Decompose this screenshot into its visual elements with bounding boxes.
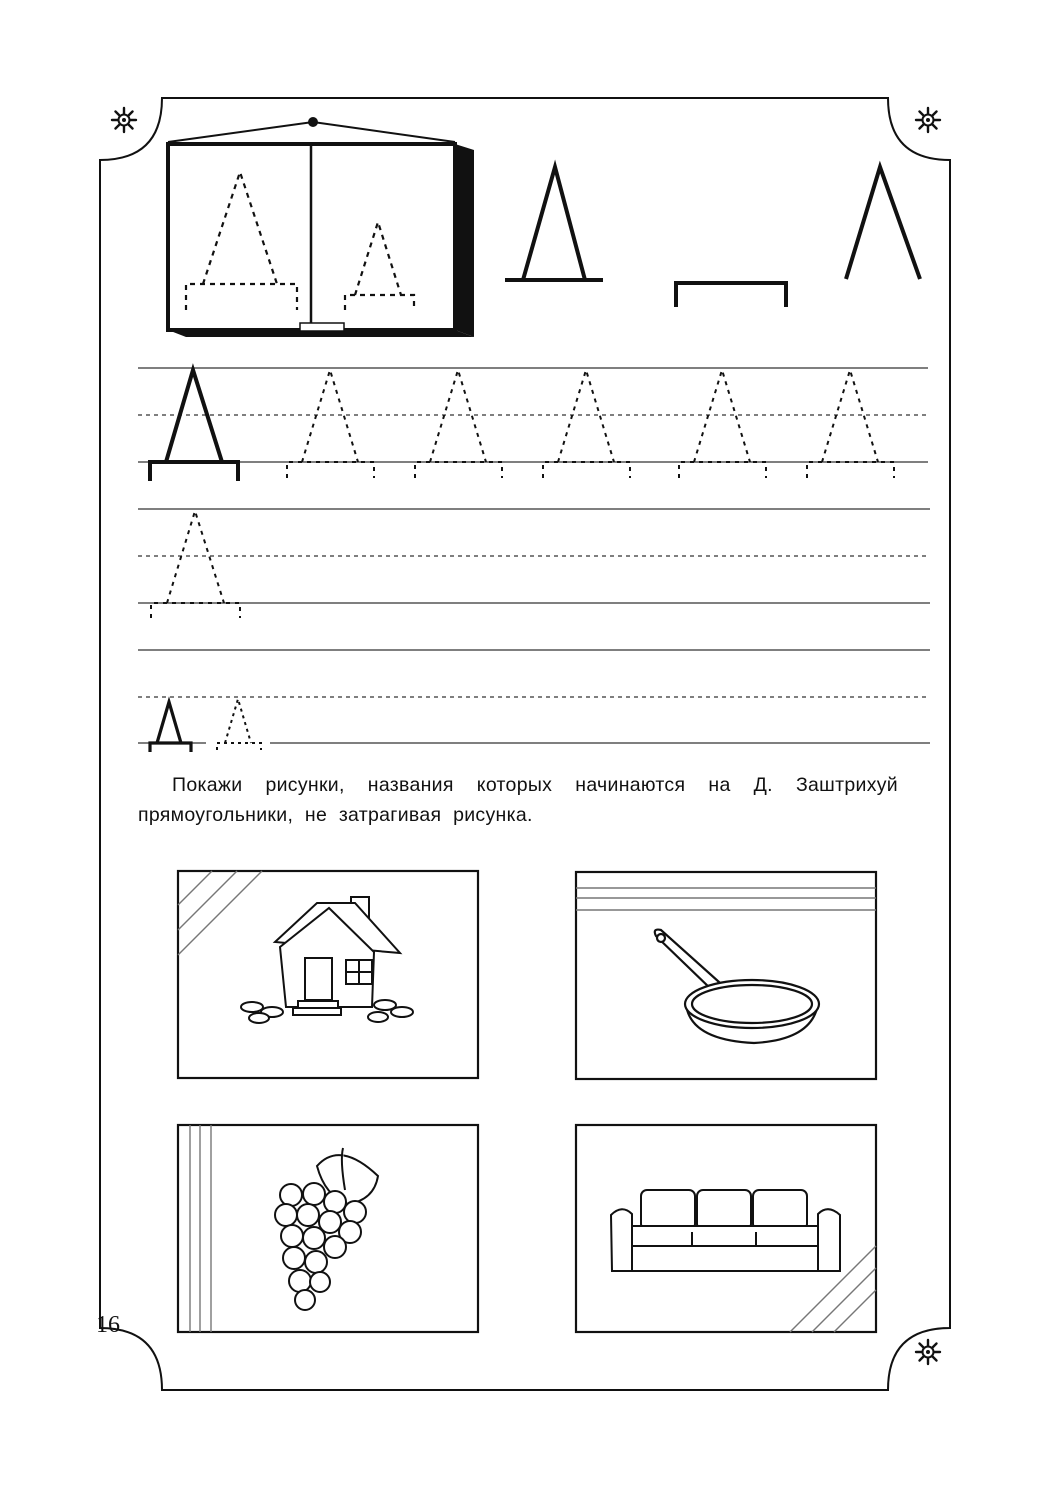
instruction-text: Покажи рисунки, названия которых начинаются на Д. Заштрихуй прямоугольники, не затрагивая рисунка. [138, 774, 898, 826]
picture-card-grapes[interactable] [178, 1125, 478, 1332]
picture-card-sofa[interactable] [576, 1125, 876, 1332]
page-number: 16 [96, 1312, 120, 1338]
task-instruction [138, 770, 898, 830]
picture-card-house[interactable] [178, 871, 478, 1078]
trace-letters [151, 370, 894, 750]
letter-elements [505, 167, 920, 307]
small-sample-letter [150, 702, 191, 752]
corner-flower-icon [916, 1340, 940, 1364]
picture-card-frying-pan[interactable] [576, 872, 876, 1079]
writing-guidelines [138, 368, 930, 743]
chalkboard [168, 117, 474, 337]
corner-flower-icon [112, 108, 136, 132]
sample-letter [150, 370, 238, 481]
corner-flower-icon [916, 108, 940, 132]
sofa-icon [611, 1190, 840, 1271]
